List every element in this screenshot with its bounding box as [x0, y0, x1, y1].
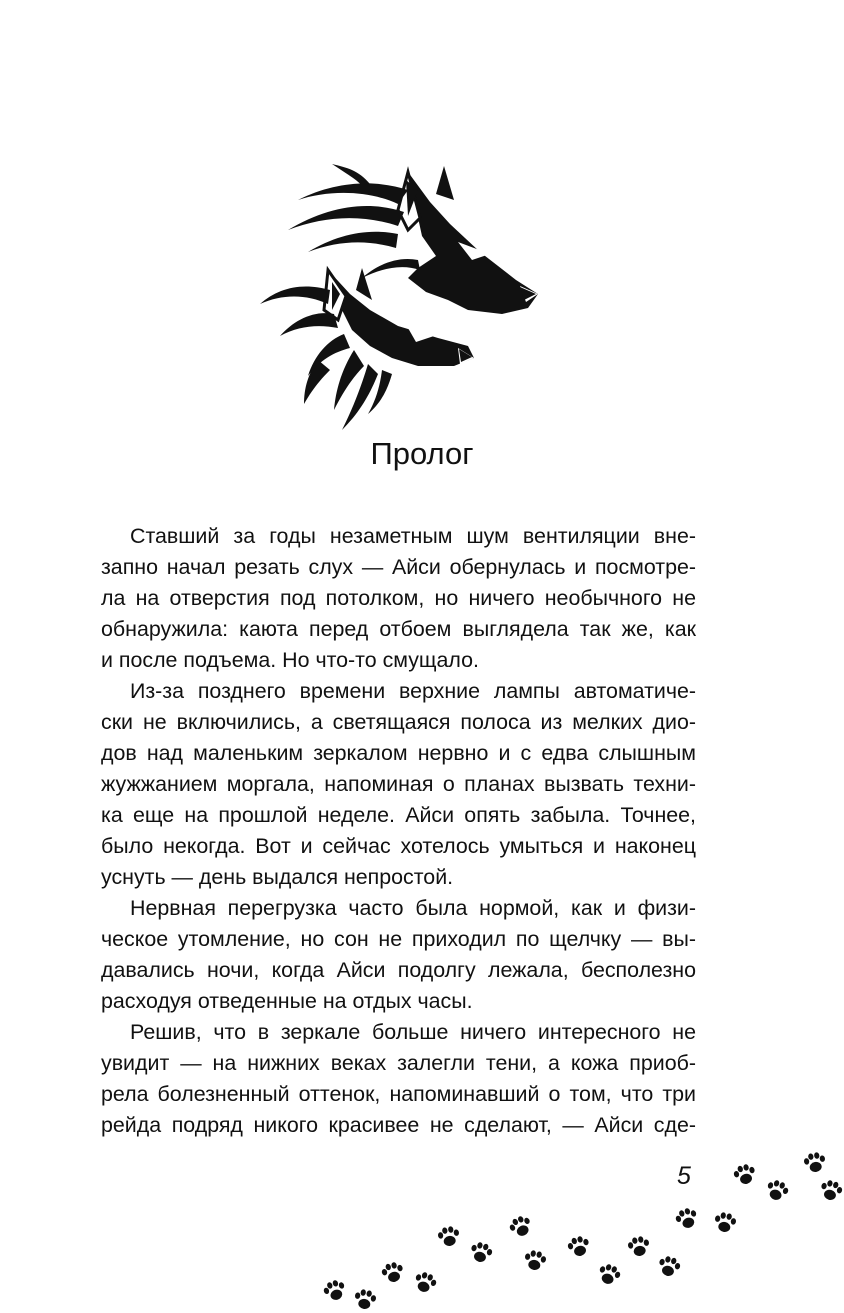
- text-line: было некогда. Вот и сейчас хотелось умыться и наконец: [101, 834, 696, 858]
- text-line: обнаружила: каюта перед отбоем выглядела так же, как: [101, 617, 696, 641]
- paw-print-icon: [378, 1259, 409, 1287]
- paw-print-icon: [730, 1161, 761, 1189]
- text-line: ческое утомление, но сон не приходил по щелчку — вы-: [101, 927, 696, 951]
- paw-print-icon: [654, 1253, 685, 1281]
- page-number: 5: [677, 1162, 691, 1190]
- paw-print-icon: [434, 1224, 463, 1250]
- text-line: Из-за позднего времени верхние лампы автоматиче-: [130, 679, 696, 703]
- paw-print-icon: [466, 1239, 497, 1267]
- wolf-heads-illustration-icon: [258, 160, 543, 432]
- text-line: уснуть — день выдался непростой.: [101, 865, 454, 889]
- paw-print-icon: [761, 1176, 793, 1206]
- text-line: и после подъема. Но что-то смущало.: [101, 648, 479, 672]
- paw-print-icon: [505, 1212, 538, 1243]
- text-line: запно начал резать слух — Айси обернулась и посмотре-: [101, 555, 696, 579]
- paw-print-icon: [710, 1210, 739, 1236]
- chapter-body: [101, 521, 696, 1141]
- text-line: давались ночи, когда Айси подолгу лежала, бесполезно: [101, 958, 696, 982]
- paw-print-icon: [564, 1233, 595, 1261]
- text-line: увидит — на нижних веках залегли тени, а кожа приоб-: [101, 1051, 696, 1075]
- paragraph: [101, 676, 696, 893]
- chapter-title: Пролог: [370, 436, 474, 471]
- paw-print-icon: [350, 1287, 379, 1313]
- text-line: рейда подряд никого красивее не сделают, — Айси сде-: [101, 1113, 696, 1137]
- paragraph: [101, 1017, 696, 1141]
- paw-print-icon: [624, 1234, 653, 1260]
- paw-print-icon: [520, 1248, 549, 1274]
- paw-print-icon: [800, 1150, 829, 1176]
- text-line: ла на отверстия под потолком, но ничего необычного не: [101, 586, 696, 610]
- paragraph: [101, 893, 696, 1017]
- text-line: рела болезненный оттенок, напоминавший о том, что три: [101, 1082, 696, 1106]
- text-line: расходуя отведенные на отдых часы.: [101, 989, 473, 1013]
- paw-print-icon: [816, 1177, 844, 1205]
- paragraph: [101, 521, 696, 676]
- text-line: дов над маленьким зеркалом нервно и с едва слышным: [101, 741, 696, 765]
- text-line: Ставший за годы незаметным шум вентиляции вне-: [130, 524, 696, 548]
- text-line: ски не включились, а светящаяся полоса из мелких дио-: [101, 710, 696, 734]
- text-line: ка еще на прошлой неделе. Айси опять забыла. Точнее,: [101, 803, 696, 827]
- paw-print-icon: [671, 1204, 703, 1234]
- text-line: Решив, что в зеркале больше ничего интересного не: [130, 1020, 696, 1044]
- paw-print-icon: [593, 1260, 625, 1290]
- text-line: жужжанием моргала, напоминая о планах вызвать техни-: [101, 772, 696, 796]
- paw-print-icon: [409, 1268, 441, 1298]
- paw-print-icon: [319, 1276, 351, 1306]
- text-line: Нервная перегрузка часто была нормой, как и физи-: [130, 896, 696, 920]
